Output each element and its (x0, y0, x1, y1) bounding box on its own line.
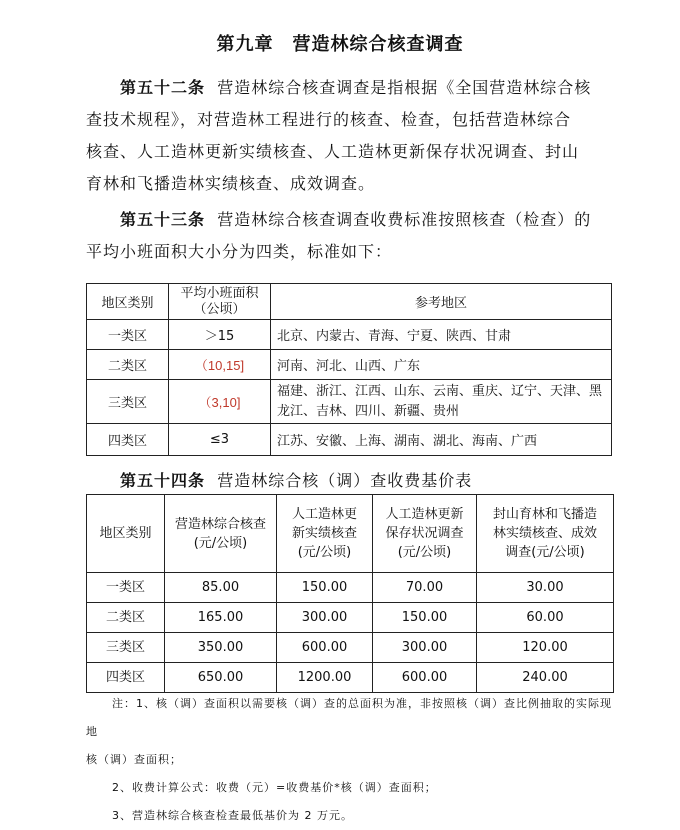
header-preservation-survey (373, 495, 477, 573)
row-category: 一类区 (87, 320, 169, 350)
row-value: 70.00 (373, 573, 477, 603)
note-1: 注：1、核（调）查面积以需要核（调）查的总面积为准，非按照核（调）查比例抽取的实际现地 (86, 697, 612, 738)
article-52-line-2: 查技术规程》，对营造林工程进行的核查、检查，包括营造林综合 (86, 110, 572, 129)
row-value: 150.00 (277, 573, 373, 603)
header-closed-forest-survey (477, 495, 614, 573)
note-3: 3、营造林综合核查检查最低基价为 2 万元。 (112, 809, 353, 822)
header-region-category (87, 495, 165, 573)
row-value: 650.00 (165, 663, 277, 693)
row-value: 30.00 (477, 573, 614, 603)
article-54-title (120, 468, 472, 491)
row-category: 三类区 (87, 380, 169, 424)
note-2: 2、收费计算公式：收费（元）=收费基价*核（调）查面积； (112, 781, 437, 794)
row-value: 1200.00 (277, 663, 373, 693)
article-54-heading: 第五十四条 (120, 471, 206, 490)
header-average-area-text: 平均小班面积 （公顷） (180, 285, 259, 317)
row-category: 三类区 (87, 633, 165, 663)
row-area (169, 350, 271, 380)
header-region-category-text: 地区类别 (99, 526, 152, 541)
row-area: ≤3 (169, 424, 271, 456)
note-1-continued: 核（调）查面积； (86, 753, 182, 766)
chapter-title: 第九章 营造林综合核查调查 (216, 34, 464, 55)
fee-base-price-table (86, 494, 614, 693)
region-classification-table (86, 283, 612, 456)
header-region-category: 地区类别 (87, 284, 169, 320)
header-afforestation-check-text: 人工造林更 新实绩核查 (元/公顷) (291, 507, 357, 560)
article-53 (86, 204, 616, 268)
article-52-line-3: 核查、人工造林更新实绩核查、人工造林更新保存状况调查、封山 (86, 142, 580, 161)
article-53-heading: 第五十三条 (120, 210, 206, 229)
row-value: 600.00 (373, 663, 477, 693)
article-52-first-line (86, 78, 591, 97)
header-preservation-survey-text: 人工造林更新 保存状况调查 (元/公顷) (385, 507, 464, 560)
article-52-line-1: 营造林综合核查调查是指根据《全国营造林综合核 (217, 78, 592, 97)
row-value: 300.00 (373, 633, 477, 663)
header-comprehensive-check-text: 营造林综合核查 (元/公顷) (174, 516, 266, 551)
row-value: 120.00 (477, 633, 614, 663)
header-average-area (169, 284, 271, 320)
header-afforestation-check (277, 495, 373, 573)
row-value: 240.00 (477, 663, 614, 693)
table-row (87, 424, 612, 456)
table-header-row (87, 495, 614, 573)
header-reference-regions: 参考地区 (271, 284, 612, 320)
header-closed-forest-survey-text: 封山育林和飞播造 林实绩核查、成效 调查(元/公顷) (492, 507, 597, 560)
row-value: 150.00 (373, 603, 477, 633)
row-area-open-paren: （ (194, 358, 208, 373)
row-value: 85.00 (165, 573, 277, 603)
article-53-line-1: 营造林综合核查调查收费标准按照核查（检查）的 (217, 210, 592, 229)
table-row (87, 380, 612, 424)
row-regions: 江苏、安徽、上海、湖南、湖北、海南、广西 (271, 424, 612, 456)
table-row (87, 350, 612, 380)
table-row (87, 633, 614, 663)
row-value: 600.00 (277, 633, 373, 663)
header-comprehensive-check (165, 495, 277, 573)
row-category: 二类区 (87, 350, 169, 380)
row-area-range: 10,15] (207, 358, 245, 373)
row-area-range: 3,10] (211, 395, 241, 410)
row-category: 四类区 (87, 424, 169, 456)
row-category: 四类区 (87, 663, 165, 693)
row-value: 350.00 (165, 633, 277, 663)
row-value: 300.00 (277, 603, 373, 633)
notes (86, 690, 620, 830)
row-category: 二类区 (87, 603, 165, 633)
article-52-line-4: 育林和飞播造林实绩核查、成效调查。 (86, 174, 376, 193)
row-area: ＞15 (169, 320, 271, 350)
row-regions: 河南、河北、山西、广东 (271, 350, 612, 380)
row-regions: 福建、浙江、江西、山东、云南、重庆、辽宁、天津、黑龙江、吉林、四川、新疆、贵州 (271, 380, 612, 424)
row-category: 一类区 (87, 573, 165, 603)
row-regions: 北京、内蒙古、青海、宁夏、陕西、甘肃 (271, 320, 612, 350)
row-value: 165.00 (165, 603, 277, 633)
table-header-row (87, 284, 612, 320)
table-row (87, 320, 612, 350)
article-52 (86, 72, 616, 200)
article-54-table-title: 营造林综合核（调）查收费基价表 (217, 471, 473, 490)
row-area-open-paren: （ (198, 395, 212, 410)
table-row (87, 663, 614, 693)
table-row (87, 603, 614, 633)
article-53-first-line (86, 210, 591, 229)
article-53-line-2: 平均小班面积大小分为四类，标准如下： (86, 242, 393, 261)
article-52-heading: 第五十二条 (120, 78, 206, 97)
table-row (87, 573, 614, 603)
row-value: 60.00 (477, 603, 614, 633)
row-area (169, 380, 271, 424)
